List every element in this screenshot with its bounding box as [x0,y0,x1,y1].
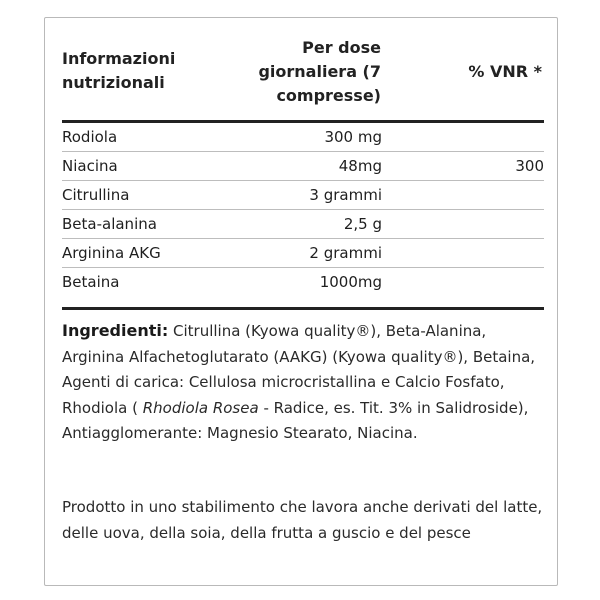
ingredients-italic-species: Rhodiola Rosea [142,398,259,417]
ingredients-list-part1: Citrullina (Kyowa quality®), Beta-Alanina, Arginina Alfachetoglutarato (AAKG) (Kyowa quality®), Betaina, Agenti di carica: Cellulosa microcristallina e Calcio Fosfato, Rhodiola ( [62,322,536,417]
nutrition-panel [44,17,558,586]
row-name: Arginina AKG [62,244,161,262]
row-dose: 2,5 g [343,215,382,233]
table-row [62,181,544,210]
table-row [62,210,544,239]
header-dose: Per dose giornaliera (7 compresse) [258,38,381,105]
table-row [62,239,544,268]
row-name: Citrullina [62,186,130,204]
row-name: Beta-alanina [62,215,157,233]
ingredients-list-part2: - Radice, es. Tit. 3% in Salidroside), Antiagglomerante: Magnesio Stearato, Niacina. [62,398,529,442]
table-row [62,123,544,152]
row-name: Niacina [62,157,118,175]
header-name: Informazioni nutrizionali [62,49,176,92]
table-row [62,268,544,297]
table-header [45,18,559,120]
ingredients-label: Ingredienti: [62,321,169,340]
table-bottom-divider [62,307,544,310]
row-dose: 300 mg [324,128,382,146]
table-row [62,152,544,181]
row-dose: 2 grammi [309,244,382,262]
row-dose: 48mg [338,157,382,175]
nutrition-table-body [62,123,544,297]
allergen-note: Prodotto in uno stabilimento che lavora anche derivati del latte, delle uova, della soia, della frutta a guscio e del pesce [62,498,543,542]
row-name: Betaina [62,273,120,291]
row-vnr: 300 [515,157,544,175]
row-dose: 3 grammi [309,186,382,204]
header-vnr: % VNR * [468,62,542,81]
row-dose: 1000mg [319,273,382,291]
row-name: Rodiola [62,128,118,146]
ingredients-text [62,318,548,447]
